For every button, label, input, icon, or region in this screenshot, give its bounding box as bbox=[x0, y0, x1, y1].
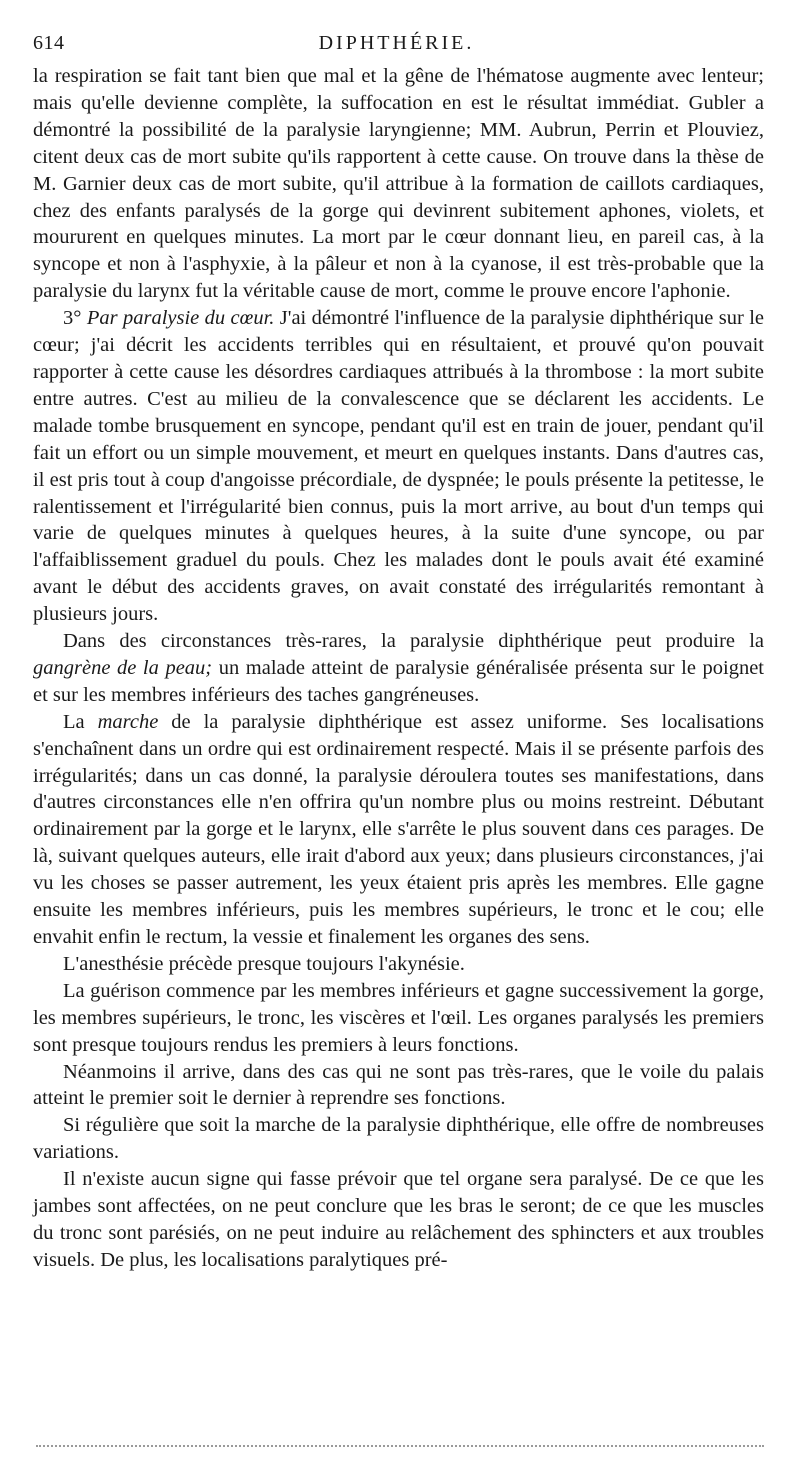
text-run: 3° bbox=[63, 307, 87, 330]
text-run: La guérison commence par les membres inférieurs et gagne successivement la gorge, les membres supérieurs, le tronc, les viscères et l'œil. Les organes paralysés les premiers sont presque toujours rendus les premiers à leurs fonctions. bbox=[33, 979, 764, 1056]
paragraph bbox=[33, 978, 764, 1059]
page-header bbox=[33, 30, 760, 56]
text-run: Dans des circonstances très-rares, la paralysie diphthérique peut produire la bbox=[63, 630, 764, 653]
text-run: J'ai démontré l'influence de la paralysie diphthérique sur le cœur; j'ai décrit les accidents terribles qui en résultaient, et prouvé qu'on pouvait rapporter à cette cause les désordres cardiaques attribués à la thrombose : la mort subite entre autres. C'est au milieu de la convalescence que se déclarent les accidents. Le malade tombe brusquement en syncope, pendant qu'il est en train de jouer, pendant qu'il fait un effort ou un simple mouvement, et meurt en quelques instants. Dans d'autres cas, il est pris tout à coup d'angoisse précordiale, de dyspnée; le pouls présente la petitesse, le ralentissement et l'irrégularité bien connus, puis la mort arrive, au bout d'un temps qui varie de quelques minutes à quelques heures, à la suite d'une syncope, ou par l'affaiblissement graduel du pouls. Chez les malades dont le pouls avait été examiné avant le début des accidents graves, on avait constaté des irrégularités remontant à plusieurs jours. bbox=[33, 307, 764, 626]
italic-phrase: marche bbox=[97, 710, 159, 733]
italic-phrase: Par paralysie du cœur. bbox=[86, 307, 275, 330]
text-run: La bbox=[63, 710, 98, 733]
text-run: Si régulière que soit la marche de la paralysie diphthérique, elle offre de nombreuses variations. bbox=[33, 1114, 764, 1164]
text-run: la respiration se fait tant bien que mal et la gêne de l'hématose augmente avec lenteur; mais qu'elle devienne complète, la suffocation en est le résultat immédiat. Gubler a démontré la possibilité de la paralysie laryngienne; MM. Aubrun, Perrin et Plouviez, citent deux cas de mort subite qu'ils rapportent à cette cause. On trouve dans la thèse de M. Garnier deux cas de mort subite, qu'il attribue à la formation de caillots cardiaques, chez des enfants paralysés de la gorge qui devinrent subitement aphones, violets, et moururent en quelques minutes. La mort par le cœur donnant lieu, en pareil cas, à la syncope et non à l'asphyxie, à la pâleur et non à la cyanose, il est très-probable que la paralysie du larynx fut la véritable cause de mort, comme le prouve encore l'aphonie. bbox=[33, 65, 764, 303]
text-run: L'anesthésie précède presque toujours l'akynésie. bbox=[63, 952, 465, 975]
paragraph bbox=[33, 951, 764, 978]
paragraph bbox=[33, 63, 764, 305]
text-run: de la paralysie diphthérique est assez uniforme. Ses localisations s'enchaînent dans un ordre qui est ordinairement respecté. Mais il se présente parfois des irrégularités; dans un cas donné, la paralysie déroulera toutes ses manifestations, dans d'autres circonstances elle n'en offrira qu'un nombre plus ou moins restreint. Débutant ordinairement par la gorge et le larynx, elle s'arrête le plus souvent dans ces parages. De là, suivant quelques auteurs, elle irait d'abord aux yeux; dans plusieurs circonstances, j'ai vu les choses se passer autrement, les yeux étaient pris après les membres. Elle gagne ensuite les membres inférieurs, puis les membres supérieurs, le tronc et le cou; elle envahit enfin le rectum, la vessie et finalement les organes des sens. bbox=[33, 710, 765, 948]
body-text bbox=[33, 63, 764, 1274]
italic-phrase: gangrène de la peau; bbox=[33, 656, 213, 679]
page-number: 614 bbox=[33, 32, 65, 54]
footer-dotted-rule bbox=[36, 1445, 764, 1447]
paragraph bbox=[33, 1059, 764, 1113]
running-title: DIPHTHÉRIE. bbox=[318, 32, 475, 54]
paragraph bbox=[33, 628, 764, 709]
paragraph bbox=[33, 1166, 764, 1274]
text-run: Il n'existe aucun signe qui fasse prévoir que tel organe sera paralysé. De ce que les jambes sont affectées, on ne peut conclure que les bras le seront; de ce que les muscles du tronc sont parésiés, on ne peut induire au relâchement des sphincters et aux troubles visuels. De plus, les localisations paralytiques pré- bbox=[33, 1168, 764, 1271]
text-run: un malade atteint de paralysie généralisée présenta sur le poignet et sur les membres inférieurs des taches gangréneuses. bbox=[33, 656, 764, 706]
paragraph bbox=[33, 305, 764, 628]
text-run: Néanmoins il arrive, dans des cas qui ne sont pas très-rares, que le voile du palais atteint le premier soit le dernier à reprendre ses fonctions. bbox=[33, 1060, 764, 1110]
paragraph bbox=[33, 709, 764, 951]
paragraph bbox=[33, 1112, 764, 1166]
